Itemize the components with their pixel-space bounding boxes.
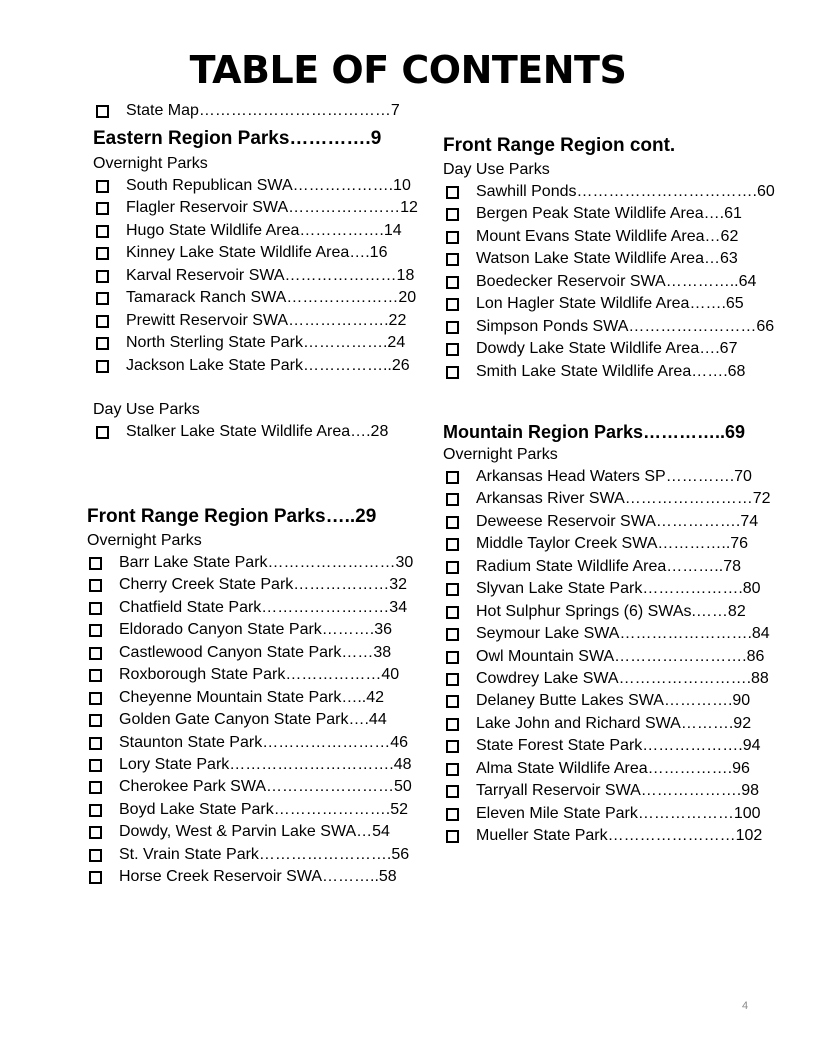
toc-entry [446,293,763,315]
toc-entry [96,197,418,219]
checkbox-icon [446,253,459,266]
checkbox-icon [446,808,459,821]
toc-entry [446,601,763,623]
section-heading-eastern: Eastern Region Parks………….9 [93,128,382,149]
toc-entry [446,181,775,203]
toc-entry-text: Middle Taylor Creek SWA…………..76 [476,535,749,553]
toc-entry-text: Castlewood Canyon State Park……38 [119,643,392,661]
toc-entry [96,287,417,309]
front-range-section [87,505,414,889]
checkbox-icon [446,561,459,574]
checkbox-icon [89,826,102,839]
toc-entry-text: Cheyenne Mountain State Park…..42 [119,688,385,706]
toc-entry-text: Dowdy Lake State Wildlife Area….67 [476,340,738,358]
checkbox-icon [89,849,102,862]
toc-entry-text: Dowdy, West & Parvin Lake SWA…54 [119,823,390,841]
toc-entry-text: Slyvan Lake State Park……………….80 [476,580,761,598]
checkbox-icon [446,493,459,506]
overnight-label: Overnight Parks [87,532,202,549]
checkbox-icon [96,270,109,283]
checkbox-icon [96,247,109,260]
section-heading-front-range-cont: Front Range Region cont. [443,135,676,156]
toc-entry-text: State Forest State Park……………….94 [476,737,761,755]
toc-entry [446,735,763,757]
toc-entry-text: Bergen Peak State Wildlife Area….61 [476,205,742,223]
checkbox-icon [446,298,459,311]
toc-entry [89,776,412,798]
page-number: 4 [742,1000,749,1012]
toc-entry [96,175,413,197]
dayuse-label: Day Use Parks [93,400,200,418]
checkbox-icon [446,321,459,334]
toc-entry [446,203,763,225]
toc-entry [89,619,407,641]
front-range-cont-section [443,134,775,383]
state-map-block [96,100,416,122]
checkbox-icon [446,366,459,379]
overnight-label: Overnight Parks [93,155,208,172]
toc-entry-text: Tarryall Reservoir SWA……………….98 [476,782,760,800]
toc-entry-text: South Republican SWA……………….10 [126,177,411,194]
toc-entry-text: Owl Mountain SWA…………………….86 [476,647,765,665]
toc-entry [96,355,413,377]
checkbox-icon [89,714,102,727]
toc-entry [89,687,407,709]
checkbox-icon [446,785,459,798]
toc-entry [446,361,763,383]
toc-entry-text: Stalker Lake State Wildlife Area….28 [126,422,389,440]
toc-entry [89,799,407,821]
toc-entry-text: State Map………………………………7 [126,102,400,119]
toc-entry [446,511,763,533]
checkbox-icon [89,669,102,682]
toc-entry [89,574,407,596]
toc-entry-text: Sawhill Ponds…………………………….60 [476,183,775,200]
checkbox-icon [96,105,109,118]
checkbox-icon [89,557,102,570]
checkbox-icon [89,624,102,637]
toc-entry-text: St. Vrain State Park…………………….56 [119,845,410,863]
toc-entry [96,242,413,264]
checkbox-icon [89,692,102,705]
checkbox-icon [89,871,102,884]
toc-entry-text: Hot Sulphur Springs (6) SWAs.……82 [476,602,746,620]
toc-entry [446,623,770,645]
checkbox-icon [446,343,459,356]
dayuse-label: Day Use Parks [443,161,550,178]
checkbox-icon [446,763,459,776]
checkbox-icon [446,606,459,619]
checkbox-icon [96,225,109,238]
checkbox-icon [96,337,109,350]
toc-entry [89,664,407,686]
toc-entry-text: Karval Reservoir SWA…………………18 [126,266,415,284]
checkbox-icon [96,180,109,193]
toc-entry [446,533,763,555]
checkbox-icon [446,740,459,753]
checkbox-icon [446,276,459,289]
toc-entry [96,100,416,122]
checkbox-icon [446,538,459,551]
checkbox-icon [96,315,109,328]
checkbox-icon [89,579,102,592]
toc-entry-text: Kinney Lake State Wildlife Area….16 [126,244,388,262]
checkbox-icon [446,516,459,529]
toc-entry-text: Jackson Lake State Park……………..26 [126,356,410,374]
toc-entry-text: Cherry Creek State Park………………32 [119,576,408,594]
toc-entry-text: Lake John and Richard SWA……….92 [476,714,752,732]
toc-entry [446,316,775,338]
toc-entry [446,713,763,735]
toc-entry-text: Tamarack Ranch SWA…………………20 [126,289,417,307]
toc-entry [446,466,763,488]
section-heading-front-range: Front Range Region Parks…..29 [87,506,377,527]
toc-entry [89,821,407,843]
checkbox-icon [89,737,102,750]
toc-entry-text: Lory State Park………………………….48 [119,755,412,773]
toc-entry [89,754,412,776]
toc-entry [446,556,763,578]
checkbox-icon [89,647,102,660]
checkbox-icon [446,830,459,843]
toc-entry-text: Hugo State Wildlife Area…………….14 [126,221,402,239]
toc-entry-text: Smith Lake State Wildlife Area…….68 [476,362,746,380]
toc-entry-text: Delaney Butte Lakes SWA………….90 [476,692,751,710]
checkbox-icon [89,781,102,794]
checkbox-icon [446,695,459,708]
toc-entry [446,488,771,510]
toc-entry [89,732,407,754]
toc-entry-text: Boyd Lake State Park………………….52 [119,800,408,818]
toc-entry [446,578,763,600]
overnight-label: Overnight Parks [443,446,558,463]
toc-entry-text: Flagler Reservoir SWA…………………12 [126,199,418,217]
toc-entry [446,646,763,668]
toc-entry-text: Mueller State Park……………………102 [476,827,763,844]
toc-entry-text: Simpson Ponds SWA……………………66 [476,317,775,335]
toc-entry-text: Arkansas River SWA……………………72 [476,490,771,508]
toc-entry-text: Mount Evans State Wildlife Area…62 [476,227,739,245]
toc-entry [89,866,407,888]
checkbox-icon [446,231,459,244]
checkbox-icon [89,602,102,615]
toc-entry-text: Horse Creek Reservoir SWA………..58 [119,868,397,886]
checkbox-icon [446,583,459,596]
toc-entry [89,709,407,731]
toc-entry-text: Radium State Wildlife Area………..78 [476,557,741,575]
toc-entry [89,844,410,866]
toc-entry [446,248,763,270]
toc-entry-text: Watson Lake State Wildlife Area…63 [476,250,738,268]
checkbox-icon [96,360,109,373]
toc-entry [96,421,413,443]
toc-entry-text: Roxborough State Park………………40 [119,666,400,684]
toc-entry [446,780,763,802]
toc-entry-text: North Sterling State Park…………….24 [126,334,406,352]
toc-entry-text: Prewitt Reservoir SWA……………….22 [126,311,407,329]
toc-entry-text: Boedecker Reservoir SWA…………..64 [476,272,757,290]
page-title: TABLE OF CONTENTS [189,48,627,92]
section-heading-mountain: Mountain Region Parks…………..69 [443,422,746,442]
toc-entry-text: Barr Lake State Park……………………30 [119,554,414,571]
toc-entry-text: Alma State Wildlife Area…………….96 [476,759,750,777]
toc-entry [89,642,407,664]
toc-entry [446,338,763,360]
toc-entry [446,803,763,825]
toc-entry-text: Eleven Mile State Park………………100 [476,804,761,822]
checkbox-icon [446,651,459,664]
toc-entry-text: Deweese Reservoir SWA…………….74 [476,512,759,530]
toc-entry-text: Staunton State Park……………………46 [119,733,408,751]
toc-entry [446,226,763,248]
toc-entry [446,668,769,690]
toc-entry-text: Cowdrey Lake SWA…………………….88 [476,669,769,687]
checkbox-icon [446,628,459,641]
mountain-region-section [443,420,771,847]
toc-entry-text: Eldorado Canyon State Park……….36 [119,621,393,639]
checkbox-icon [89,804,102,817]
toc-entry-text: Golden Gate Canyon State Park….44 [119,711,387,729]
checkbox-icon [446,471,459,484]
checkbox-icon [446,208,459,221]
toc-entry [89,552,414,574]
toc-entry-text: Cherokee Park SWA……………………50 [119,778,412,796]
checkbox-icon [89,759,102,772]
toc-entry [96,265,413,287]
toc-entry-text: Seymour Lake SWA…………………….84 [476,625,770,643]
toc-entry [446,825,763,847]
checkbox-icon [446,186,459,199]
toc-entry [96,332,413,354]
toc-entry-text: Chatfield State Park……………………34 [119,598,408,616]
toc-entry [446,690,763,712]
checkbox-icon [446,673,459,686]
checkbox-icon [96,426,109,439]
checkbox-icon [96,202,109,215]
checkbox-icon [96,292,109,305]
checkbox-icon [446,718,459,731]
toc-entry-text: Lon Hagler State Wildlife Area…….65 [476,295,744,313]
toc-entry [96,310,413,332]
eastern-region-section [93,127,418,443]
toc-entry [89,597,407,619]
toc-entry [446,758,763,780]
toc-entry-text: Arkansas Head Waters SP………….70 [476,468,752,485]
toc-entry [96,220,413,242]
toc-entry [446,271,763,293]
